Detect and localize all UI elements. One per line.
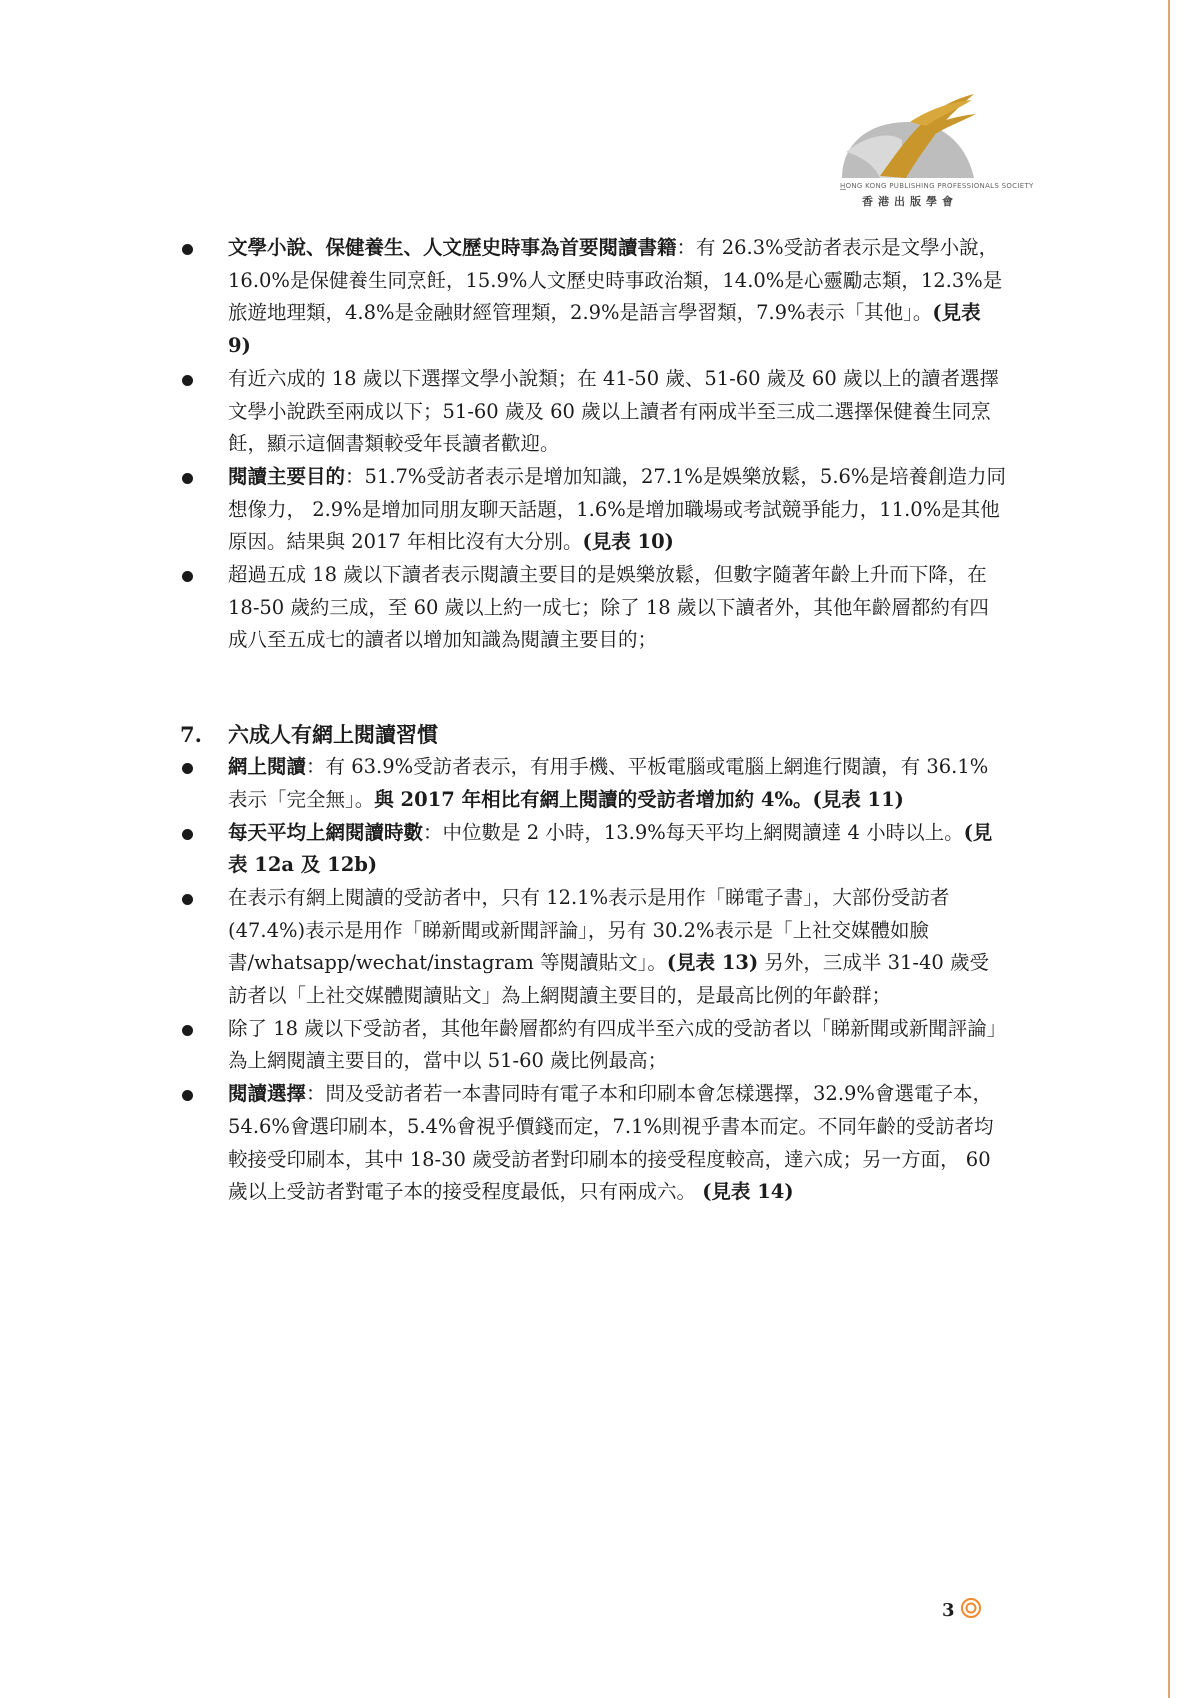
item-lead: 閱讀選擇 <box>228 1082 307 1106</box>
item-lead: 閱讀主要目的 <box>228 464 346 488</box>
item-text: 除了 18 歲以下受訪者，其他年齡層都約有四成半至六成的受訪者以「睇新聞或新聞評論」為上網閱讀主要目的，當中以 51-60 歲比例最高； <box>228 1016 997 1073</box>
page-number: 3 <box>942 1600 955 1621</box>
table-ref: (見表 9) <box>228 301 981 358</box>
table-ref: (見表 10) <box>582 530 674 554</box>
item-text: ：中位數是 2 小時，13.9%每天平均上網閱讀達 4 小時以上。 <box>423 820 964 844</box>
table-ref: (見表 14) <box>702 1180 794 1204</box>
list-item <box>176 363 1006 461</box>
bullet-icon <box>182 1090 193 1101</box>
page-edge-rule <box>1168 0 1170 1698</box>
bullet-icon <box>182 571 193 582</box>
bullet-icon <box>182 1025 193 1036</box>
document-body <box>176 232 1006 1209</box>
section-title: 六成人有網上閱讀習慣 <box>228 722 438 748</box>
list-item <box>176 882 1006 1013</box>
item-text: ：51.7%受訪者表示是增加知識，27.1%是娛樂放鬆，5.6%是培養創造力同想像力， 2.9%是增加同朋友聊天話題，1.6%是增加職場或考試競爭能力，11.0%是其他原因。結果與 2017 年相比沒有大分別。 <box>228 464 1006 554</box>
list-item <box>176 559 1006 657</box>
logo-org-chinese: 香港出版學會 <box>862 195 958 208</box>
item-text-after: 另外，三成半 31-40 歲受訪者以「上社交媒體閱讀貼文」為上網閱讀主要目的，是最高比例的年齡群； <box>228 951 990 1008</box>
findings-list-2 <box>176 751 1006 1209</box>
item-text: 有近六成的 18 歲以下選擇文學小說類；在 41-50 歲、51-60 歲及 60 歲以上的讀者選擇文學小說跌至兩成以下；51-60 歲及 60 歲以上讀者有兩成半至三成二選擇保健養生同烹飪，顯示這個書類較受年長讀者歡迎。 <box>228 366 999 456</box>
list-item <box>176 1078 1006 1209</box>
item-emphasis: 與 2017 年相比有網上閱讀的受訪者增加約 4%。(見表 11) <box>374 787 904 811</box>
list-item <box>176 817 1006 882</box>
item-lead: 網上閱讀 <box>228 755 307 779</box>
item-text: 在表示有網上閱讀的受訪者中，只有 12.1%表示是用作「睇電子書」，大部份受訪者(47.4%)表示是用作「睇新聞或新聞評論」，另有 30.2%表示是「上社交媒體如臉書/whatsapp/wechat/instagram 等閱讀貼文」。 <box>228 885 950 975</box>
table-ref: (見表 12a 及 12b) <box>228 820 993 877</box>
section-number: 7. <box>180 722 202 748</box>
item-lead: 每天平均上網閱讀時數 <box>228 820 424 844</box>
hkpps-logo <box>840 92 1034 220</box>
bullet-icon <box>182 894 193 905</box>
item-text: 超過五成 18 歲以下讀者表示閱讀主要目的是娛樂放鬆，但數字隨著年齡上升而下降，在 18-50 歲約三成，至 60 歲以上約一成七；除了 18 歲以下讀者外，其他年齡層都約有四成八至五成七的讀者以增加知識為閱讀主要目的； <box>228 563 989 652</box>
list-item <box>176 461 1006 559</box>
list-item <box>176 751 1006 816</box>
table-ref: (見表 13) <box>666 951 759 975</box>
logo-org-english: HONG KONG PUBLISHING PROFESSIONALS SOCIETY <box>840 182 1034 190</box>
page-circle-icon <box>960 1597 982 1619</box>
bullet-icon <box>182 473 193 484</box>
item-lead: 文學小說、保健養生、人文歷史時事為首要閱讀書籍 <box>228 236 677 259</box>
item-text: ：有 26.3%受訪者表示是文學小說，16.0%是保健養生同烹飪，15.9%人文歷史時事政治類，14.0%是心靈勵志類，12.3%是旅遊地理類，4.8%是金融財經管理類，2.9%是語言學習類，7.9%表示「其他」。 <box>228 236 1003 325</box>
item-text: ：有 63.9%受訪者表示，有用手機、平板電腦或電腦上網進行閱讀，有 36.1%表示「完全無」。 <box>228 755 989 811</box>
bullet-icon <box>182 244 193 255</box>
item-text: ：問及受訪者若一本書同時有電子本和印刷本會怎樣選擇，32.9%會選電子本，54.6%會選印刷本，5.4%會視乎價錢而定，7.1%則視乎書本而定。不同年齡的受訪者均較接受印刷本，其中 18-30 歲受訪者對印刷本的接受程度較高，達六成；另一方面， 60 歲以上受訪者對電子本的接受程度最低，只有兩成六。 <box>228 1082 994 1204</box>
bullet-icon <box>182 829 193 840</box>
hkpps-logo-emblem-icon <box>840 92 980 180</box>
bullet-icon <box>182 763 193 774</box>
section-heading-7 <box>176 719 1006 751</box>
findings-list-1 <box>176 232 1006 657</box>
list-item <box>176 1013 1006 1078</box>
list-item <box>176 232 1006 363</box>
bullet-icon <box>182 375 193 386</box>
